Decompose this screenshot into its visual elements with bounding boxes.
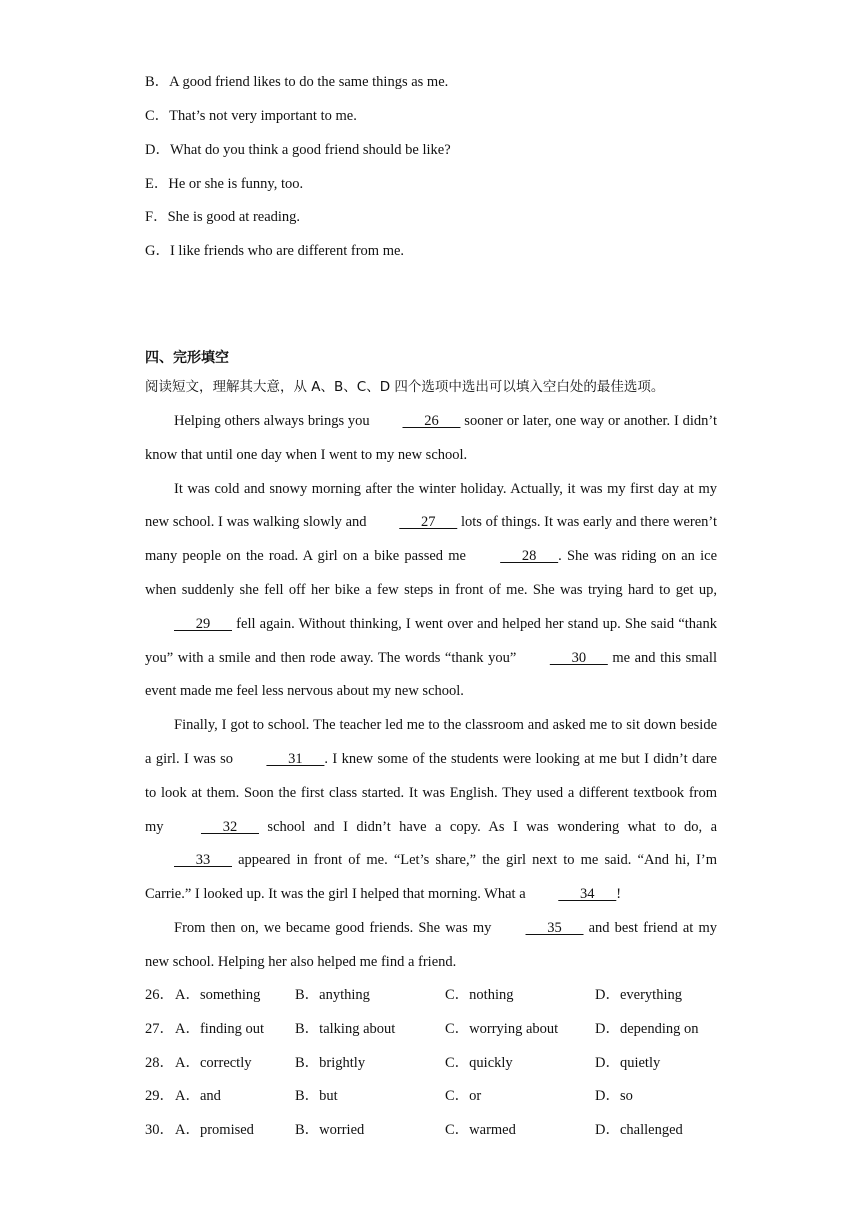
passage-text: me and this small event made me feel less nervous about my new school. [145, 649, 717, 700]
question-number: 27． [145, 1020, 174, 1037]
question-row-28 [145, 1051, 745, 1085]
question-number: 26． [145, 987, 174, 1003]
choice-a[interactable]: A．something [175, 987, 261, 1003]
section-instruction: 阅读短文，理解其大意，从 A、B、C、D 四个选项中选出可以填入空白处的最佳选项。 [145, 379, 665, 395]
blank-31[interactable]: 31 [266, 750, 325, 767]
blank-28[interactable]: 28 [500, 548, 559, 565]
choice-a[interactable]: A．promised [175, 1122, 254, 1139]
question-row-27 [145, 1017, 745, 1051]
passage-paragraph [145, 709, 717, 912]
question-number: 28． [145, 1054, 174, 1071]
passage-text: sooner or later, one way or another. I didn’t know that until one day when I went to my new school. [145, 413, 718, 463]
choice-b[interactable]: B．brightly [295, 1054, 366, 1071]
blank-35[interactable]: 35 [525, 919, 584, 936]
blank-32[interactable]: 32 [200, 818, 259, 835]
passage-text: and best friend at my new school. Helping her also helped me find a friend. [145, 919, 717, 970]
option-d: D．What do you think a good friend should be like? [145, 142, 451, 158]
passage-paragraph [145, 912, 717, 980]
passage-text: lots of things. It was early and there weren’t many people on the road. A girl on a bike passed me [145, 514, 718, 565]
choice-d[interactable]: D．everything [595, 987, 682, 1003]
passage-paragraph [145, 405, 717, 473]
blank-27[interactable]: 27 [399, 514, 458, 531]
choice-d[interactable]: D．depending on [595, 1020, 699, 1037]
blank-26[interactable]: 26 [402, 413, 461, 429]
choice-d[interactable]: D．quietly [595, 1054, 661, 1071]
passage-text: It was cold and snowy morning after the winter holiday. Actually, it was my first day at my new school. I was walking slowly and [145, 480, 717, 531]
choice-d[interactable]: D．challenged [595, 1122, 683, 1139]
question-row-30 [145, 1118, 745, 1152]
choice-c[interactable]: C．quickly [445, 1054, 513, 1071]
blank-29[interactable]: 29 [174, 615, 232, 632]
passage-text: . She was riding on an ice when suddenly she fell off her bike a few steps in front of me. She was trying hard to get up, [145, 548, 718, 598]
passage-text: Helping others always brings you [174, 413, 374, 429]
answer-choices [145, 983, 745, 1152]
passage-text: ! [616, 886, 622, 903]
choice-c[interactable]: C．nothing [445, 987, 514, 1003]
option-e: E．He or she is funny, too. [145, 176, 304, 192]
choice-d[interactable]: D．so [595, 1088, 633, 1105]
passage-text: . I knew some of the students were looking at me but I didn’t dare to look at them. Soon the first class started. It was English. They used a different textbook from my [145, 750, 717, 835]
choice-b[interactable]: B．talking about [295, 1020, 396, 1037]
passage-text: From then on, we became good friends. She was my [174, 919, 497, 936]
cloze-passage [145, 405, 717, 980]
blank-34[interactable]: 34 [558, 886, 617, 903]
question-row-26 [145, 983, 745, 1017]
passage-text: fell again. Without thinking, I went over and helped her stand up. She said “thank you” with a smile and then rode away. The words “thank you” [145, 615, 717, 666]
blank-33[interactable]: 33 [174, 852, 232, 869]
passage-paragraph [145, 473, 717, 710]
choice-c[interactable]: C．warmed [445, 1122, 516, 1139]
passage-text: school and I didn’t have a copy. As I was wondering what to do, a [258, 818, 718, 835]
choice-a[interactable]: A．and [175, 1088, 221, 1105]
choice-a[interactable]: A．correctly [175, 1054, 252, 1071]
question-number: 30． [145, 1122, 174, 1139]
choice-b[interactable]: B．but [295, 1088, 338, 1105]
option-f: F．She is good at reading. [145, 209, 301, 225]
choice-b[interactable]: B．anything [295, 987, 370, 1003]
choice-a[interactable]: A．finding out [175, 1020, 265, 1037]
option-g: G．I like friends who are different from me. [145, 243, 405, 259]
blank-30[interactable]: 30 [549, 649, 608, 666]
option-c: C．That’s not very important to me. [145, 108, 357, 124]
choice-c[interactable]: C．or [445, 1088, 482, 1105]
question-row-29 [145, 1084, 745, 1118]
choice-c[interactable]: C．worrying about [445, 1020, 559, 1037]
passage-text: appeared in front of me. “Let’s share,” the girl next to me said. “And hi, I’m Carrie.” I looked up. It was the girl I helped that morning. What a [145, 852, 717, 903]
option-b: B．A good friend likes to do the same things as me. [145, 74, 449, 90]
choice-b[interactable]: B．worried [295, 1122, 365, 1139]
passage-text: Finally, I got to school. The teacher led me to the classroom and asked me to sit down beside a girl. I was so [145, 717, 717, 767]
section-title: 四、完形填空 [145, 350, 229, 366]
question-number: 29． [145, 1088, 174, 1105]
